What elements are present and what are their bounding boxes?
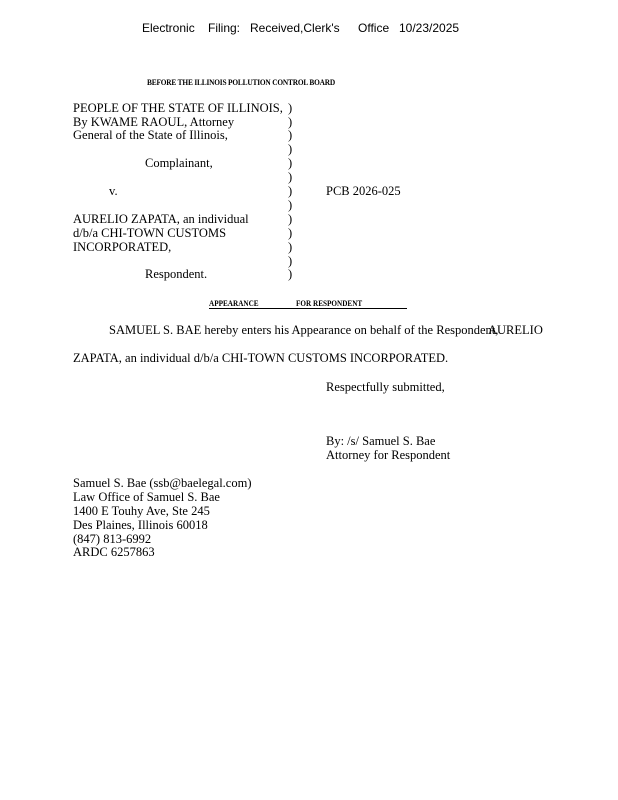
signature-by-line: By: /s/ Samuel S. Bae xyxy=(326,434,436,448)
contact-street: 1400 E Touhy Ave, Ste 245 xyxy=(73,504,210,518)
title-for-respondent: FOR RESPONDENT xyxy=(296,299,363,308)
respondent-line-2: d/b/a CHI-TOWN CUSTOMS xyxy=(73,226,227,240)
closing: Respectfully submitted, xyxy=(326,380,445,394)
caption-paren: ) xyxy=(288,156,293,170)
caption-paren: ) xyxy=(288,267,293,281)
caption-paren: ) xyxy=(288,101,293,115)
caption-paren: ) xyxy=(288,142,293,156)
board-heading: BEFORE THE ILLINOIS POLLUTION CONTROL BOARD xyxy=(147,78,336,87)
complainant-line-3: General of the State of Illinois, xyxy=(73,128,228,142)
case-number: PCB 2026-025 xyxy=(326,184,401,198)
contact-ardc: ARDC 6257863 xyxy=(73,545,155,559)
header-office: Office xyxy=(358,21,390,35)
header-date: 10/23/2025 xyxy=(399,21,460,35)
respondent-line-3: INCORPORATED, xyxy=(73,240,172,254)
complainant-line-2: By KWAME RAOUL, Attorney xyxy=(73,115,235,129)
caption-paren: ) xyxy=(288,184,293,198)
respondent-line-1: AURELIO ZAPATA, an individual xyxy=(73,212,249,226)
contact-name-email: Samuel S. Bae (ssb@baelegal.com) xyxy=(73,476,252,490)
caption-paren: ) xyxy=(288,212,293,226)
body-line-1: SAMUEL S. BAE hereby enters his Appearance on behalf of the Respondent, xyxy=(109,323,499,337)
signature-role: Attorney for Respondent xyxy=(326,448,451,462)
caption-paren: ) xyxy=(288,128,293,142)
contact-city: Des Plaines, Illinois 60018 xyxy=(73,518,208,532)
title-appearance: APPEARANCE xyxy=(209,299,259,308)
body-line-1-end: AURELIO xyxy=(488,323,543,337)
header-electronic: Electronic xyxy=(142,21,195,35)
body-line-2: ZAPATA, an individual d/b/a CHI-TOWN CUSTOMS INCORPORATED. xyxy=(73,351,449,365)
header-filing: Filing: xyxy=(208,21,241,35)
contact-firm: Law Office of Samuel S. Bae xyxy=(73,490,220,504)
complainant-role: Complainant, xyxy=(145,156,213,170)
title-underline xyxy=(209,308,407,309)
caption-paren: ) xyxy=(288,170,293,184)
caption-paren: ) xyxy=(288,198,293,212)
caption-paren: ) xyxy=(288,226,293,240)
header-received: Received,Clerk's xyxy=(250,21,340,35)
caption-paren: ) xyxy=(288,240,293,254)
complainant-line-1: PEOPLE OF THE STATE OF ILLINOIS, xyxy=(73,101,283,115)
versus: v. xyxy=(109,184,118,198)
respondent-role: Respondent. xyxy=(145,267,208,281)
caption-paren: ) xyxy=(288,115,293,129)
caption-paren: ) xyxy=(288,254,293,268)
contact-phone: (847) 813-6992 xyxy=(73,532,152,546)
